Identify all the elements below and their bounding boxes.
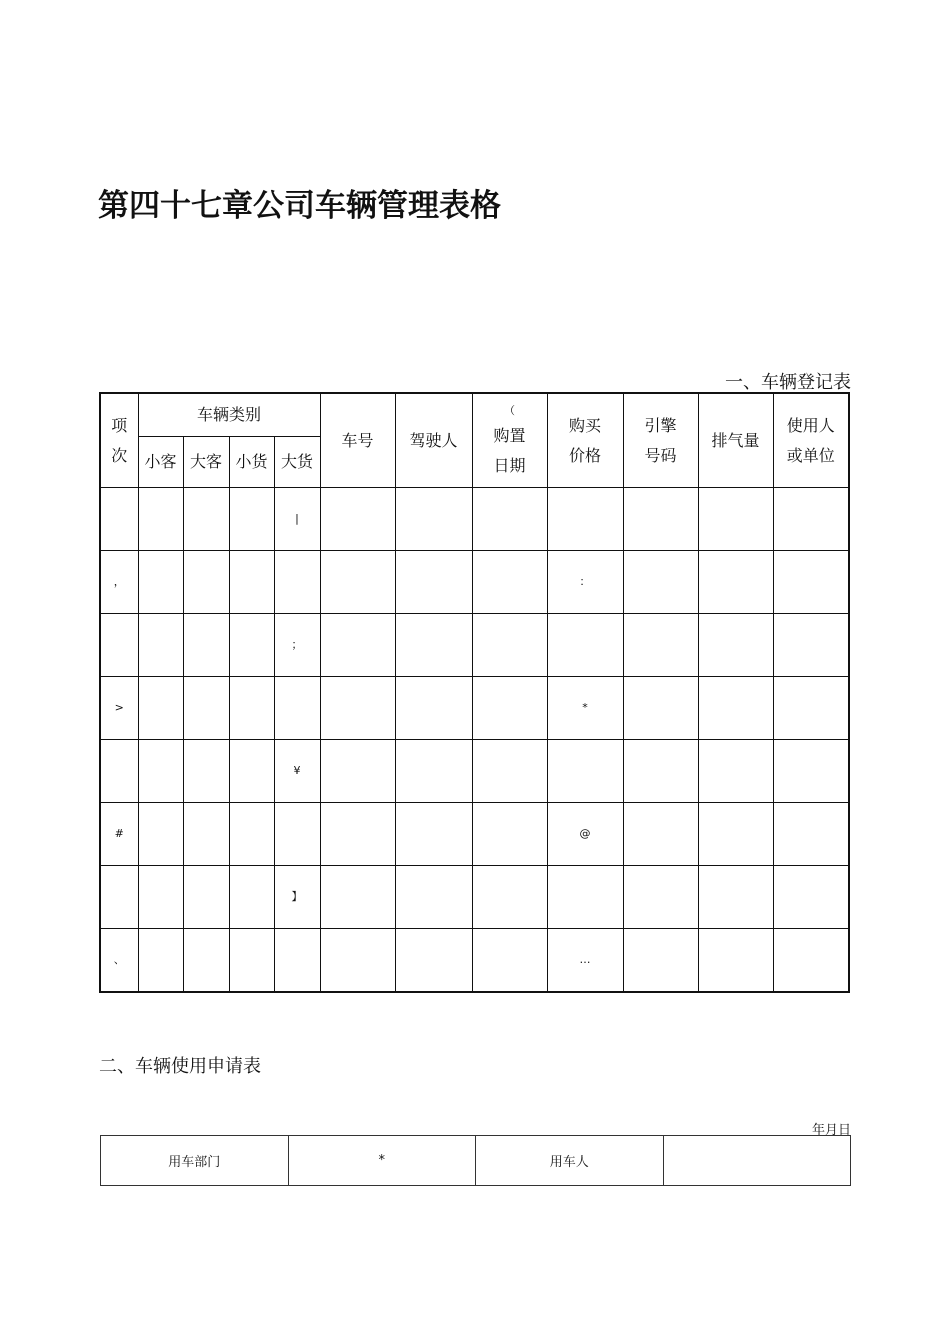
table-cell[interactable] [138,866,183,929]
table-cell[interactable] [773,929,849,993]
table-cell[interactable] [698,488,773,551]
table-cell[interactable] [183,929,229,993]
table-cell[interactable] [229,677,274,740]
vehicle-application-table [100,1135,851,1186]
table-row [100,866,849,929]
table-cell[interactable] [623,551,698,614]
table-cell[interactable] [100,614,138,677]
header-user: 使用人 或单位 [773,393,849,488]
table-cell[interactable] [395,803,472,866]
header-purchase-price: 购买 价格 [547,393,623,488]
header-purchase-date: （ 购置 日期 [472,393,547,488]
table-cell[interactable] [773,740,849,803]
table-cell[interactable] [183,677,229,740]
table-cell[interactable]: | [274,488,320,551]
dept-label-cell: 用车部门 [101,1136,289,1186]
table-row [100,551,849,614]
table-cell[interactable] [472,740,547,803]
table-cell[interactable] [183,866,229,929]
table-cell[interactable] [472,677,547,740]
header-vehicle-type: 车辆类别 [138,393,320,437]
table-cell[interactable] [698,929,773,993]
table-cell[interactable] [229,551,274,614]
table-cell[interactable] [698,677,773,740]
table-cell[interactable] [320,740,395,803]
table-cell[interactable] [623,740,698,803]
table-cell[interactable]: # [100,803,138,866]
header-plate-no: 车号 [320,393,395,488]
table-cell[interactable] [547,866,623,929]
table-cell[interactable] [138,551,183,614]
table-cell[interactable] [395,866,472,929]
header-engine-no: 引擎 号码 [623,393,698,488]
table-cell[interactable] [773,866,849,929]
table-cell[interactable] [320,677,395,740]
section-2-heading: 二、车辆使用申请表 [99,1056,261,1077]
table-row [100,740,849,803]
table-cell[interactable] [698,803,773,866]
table-cell[interactable] [773,488,849,551]
header-small-passenger: 小客 [138,437,183,488]
table-row [100,614,849,677]
header-small-freight: 小货 [229,437,274,488]
table-cell[interactable] [472,929,547,993]
table-cell[interactable] [138,929,183,993]
table-cell[interactable] [100,740,138,803]
table-cell[interactable] [623,866,698,929]
table-cell[interactable] [773,677,849,740]
page-title: 第四十七章公司车辆管理表格 [98,188,501,224]
table-cell[interactable] [623,677,698,740]
table-cell[interactable] [229,866,274,929]
table-cell[interactable] [274,929,320,993]
table-cell[interactable] [183,803,229,866]
header-large-freight: 大货 [274,437,320,488]
table-cell[interactable] [395,677,472,740]
table-cell[interactable] [698,740,773,803]
table-row [100,677,849,740]
table-cell[interactable] [395,929,472,993]
table-cell[interactable] [274,803,320,866]
table-cell[interactable] [623,929,698,993]
table-cell[interactable] [320,929,395,993]
table-cell[interactable] [274,551,320,614]
dept-value-cell[interactable]: * [288,1136,476,1186]
table-cell[interactable]: … [547,929,623,993]
table-cell[interactable] [100,866,138,929]
table-cell[interactable]: ； [274,614,320,677]
table-cell[interactable]: ， [100,551,138,614]
table-cell[interactable] [183,614,229,677]
table-cell[interactable] [395,551,472,614]
table-cell[interactable] [698,866,773,929]
table-cell[interactable]: ： [547,551,623,614]
table-cell[interactable] [320,866,395,929]
table-cell[interactable] [274,677,320,740]
table-cell[interactable] [229,614,274,677]
table-cell[interactable]: 、 [100,929,138,993]
table-cell[interactable] [547,740,623,803]
table-cell[interactable] [229,929,274,993]
table-cell[interactable] [320,803,395,866]
table-cell[interactable] [138,488,183,551]
table-cell[interactable] [547,488,623,551]
table-cell[interactable] [395,740,472,803]
table-cell[interactable] [320,614,395,677]
table-row [100,929,849,993]
table-cell[interactable] [698,551,773,614]
table-cell[interactable] [183,488,229,551]
table-cell[interactable]: > [100,677,138,740]
table-cell[interactable] [773,803,849,866]
table-cell[interactable] [472,488,547,551]
table-cell[interactable] [320,488,395,551]
table-cell[interactable] [623,614,698,677]
table-cell[interactable]: * [547,677,623,740]
table-row [100,488,849,551]
user-value-cell[interactable] [663,1136,851,1186]
header-large-passenger: 大客 [183,437,229,488]
table-cell[interactable] [138,803,183,866]
table-cell[interactable] [100,488,138,551]
user-label-cell: 用车人 [476,1136,664,1186]
table-cell[interactable] [138,614,183,677]
table-cell[interactable] [623,488,698,551]
table-cell[interactable]: 】 [274,866,320,929]
table-cell[interactable] [395,614,472,677]
table-cell[interactable] [229,488,274,551]
date-label: 年月日 [811,1123,851,1138]
table-cell[interactable] [773,551,849,614]
vehicle-registration-table [99,392,850,993]
table-cell[interactable] [472,614,547,677]
table-cell[interactable] [472,551,547,614]
header-displacement: 排气量 [698,393,773,488]
table-cell[interactable] [320,551,395,614]
table-cell[interactable] [472,803,547,866]
table-cell[interactable] [547,614,623,677]
table-cell[interactable]: ¥ [274,740,320,803]
table-cell[interactable] [773,614,849,677]
table-cell[interactable] [183,740,229,803]
header-driver: 驾驶人 [395,393,472,488]
header-item-no: 项 次 [100,393,138,488]
table-row [100,803,849,866]
table-cell[interactable] [698,614,773,677]
table-cell[interactable] [138,677,183,740]
table-cell[interactable]: @ [547,803,623,866]
section-1-heading: 一、车辆登记表 [725,372,851,393]
table-cell[interactable] [229,740,274,803]
table-cell[interactable] [472,866,547,929]
table-cell[interactable] [229,803,274,866]
table-cell[interactable] [183,551,229,614]
table-cell[interactable] [395,488,472,551]
table-cell[interactable] [138,740,183,803]
table-cell[interactable] [623,803,698,866]
